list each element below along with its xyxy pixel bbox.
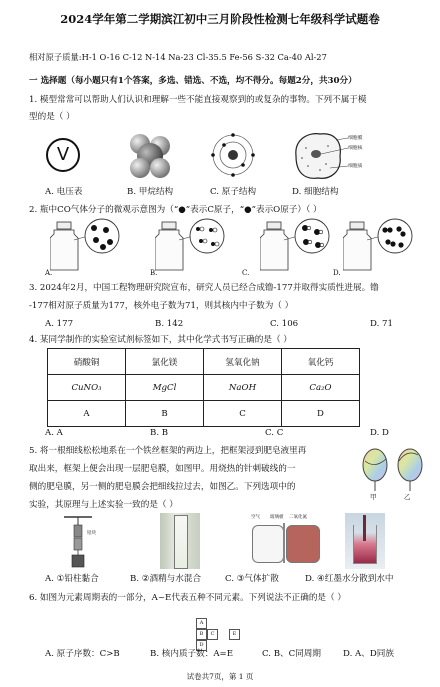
bottle-diagram-a [50,218,125,273]
table-formula-cell: NaOH [204,375,282,401]
table-header-cell: 硝酸铜 [48,349,126,375]
q2-label-b: B. [150,269,158,277]
cell-structure-icon [290,128,350,184]
cell-label-membrane: 细胞膜 [348,136,363,141]
q5-stem-line2: 取出来，框架上便会出现一层肥皂膜，如图甲。用烧热的针刺破线的一 [29,464,296,474]
glass-plate-label: 玻璃板 [270,515,284,520]
alcohol-water-image [160,513,200,569]
soap-film-figure [360,445,428,493]
q6-option-c: C. B、C同周期 [262,649,321,659]
q1-stem-line1: 1. 模型常常可以帮助人们认识和理解一些不能直接观察到的或复杂的事物。下列不属于模 [29,95,367,105]
q3-option-c: C. 106 [270,319,299,329]
table-header-cell: 氢氧化钠 [204,349,282,375]
section-heading: 一 选择题（每小题只有1个答案，多选、错选、不选，均不得分。每题2分，共30分） [29,76,357,86]
q1-option-b: B. 甲烷结构 [127,187,174,197]
bottle-diagram-d [343,218,418,273]
q5-option-a: A. ①铅柱黏合 [45,574,99,584]
element-cell-b: B [196,629,207,640]
nitrogen-dioxide-label: 二氧化氮 [289,515,307,520]
q4-option-b: B. B [150,428,169,438]
element-cell-c: C [207,629,218,640]
q1-option-d: D. 细胞结构 [292,187,339,197]
q2-label-a: A. [45,269,53,277]
lead-cylinder-image [62,515,106,571]
fig-label-jia: 甲 [370,493,377,501]
q4-stem: 4. 某同学制作的实验室试剂标签如下，其中化学式书写正确的是（ ） [29,335,292,345]
atomic-masses: 相对原子质量:H-1 O-16 C-12 N-14 Na-23 Cl-35.5 Fe-56 S-32 Ca-40 Al-27 [29,52,327,62]
table-letter-cell: A [48,401,126,427]
methane-model-icon [124,130,174,180]
q3-option-a: A. 177 [45,319,74,329]
q4-option-d: D. D [370,428,389,438]
voltmeter-symbol: V [56,144,70,165]
q5-stem-line1: 5. 将一根细线松松地系在一个铁丝框架的两边上，把框架浸到肥皂液里再 [29,446,307,456]
air-label: 空气 [251,515,260,520]
q6-stem: 6. 如图为元素周期表的一部分，A~E代表五种不同元素。下列说法不正确的是（ ） [29,593,346,603]
q6-option-d: D. A、D同族 [343,649,394,659]
element-cell-d: D [196,640,207,651]
q3-option-d: D. 71 [370,319,393,329]
q5-option-c: C. ③气体扩散 [225,574,279,584]
q1-stem-line2: 型的是（ ） [29,112,75,122]
q6-option-b: B. 核内质子数：A=E [150,649,234,659]
bottle-diagram-b [155,218,230,273]
q2-label-d: D. [333,269,341,277]
q1-option-a: A. 电压表 [45,187,83,197]
gas-diffusion-image [250,513,320,569]
element-cell-a: A [196,618,207,629]
q4-option-c: C. C [265,428,284,438]
q5-stem-line4: 实验，其原理与上述实验一致的是（ ） [29,500,178,510]
q2-label-c: C. [242,269,250,277]
fig-label-yi: 乙 [404,493,411,501]
table-formula-cell: CuNO₃ [48,375,126,401]
table-letter-cell: C [204,401,282,427]
table-formula-cell: Ca₂O [282,375,360,401]
red-ink-water-image [345,513,385,569]
q3-stem-line1: 3. 2024年2月，中国工程物理研究院宣布，研究人员已经合成镥-177并取得实质性进展。镥 [29,283,379,293]
q3-option-b: B. 142 [155,319,184,329]
cell-label-cytoplasm: 细胞质 [348,164,363,169]
table-letter-cell: D [282,401,360,427]
reagent-label-table [47,348,360,427]
table-letter-cell: B [126,401,204,427]
q4-option-a: A. A [45,428,63,438]
bottle-diagram-c [260,218,335,273]
element-cell-e: E [229,629,240,640]
cell-label-nucleus: 细胞核 [348,146,363,151]
table-formula-cell: MgCl [126,375,204,401]
q1-option-c: C. 原子结构 [210,187,257,197]
page-footer: 试卷共7页，第 1 页 [186,672,254,681]
q5-stem-line3: 侧的肥皂膜，另一侧的肥皂膜会把细线拉过去，如图乙。下列选项中的 [29,482,296,492]
table-header-cell: 氯化镁 [126,349,204,375]
q5-option-b: B. ②酒精与水混合 [130,574,202,584]
q5-option-d: D. ④红墨水分散到水中 [305,574,394,584]
q3-stem-line2: -177相对原子质量为177，核外电子数为71，则其核内中子数为（ ） [29,301,294,311]
page-title: 2024学年第二学期滨江初中三月阶段性检测七年级科学试题卷 [60,12,380,26]
q2-stem: 2. 瓶中CO气体分子的微观示意图为（“●”表示C原子，“●”表示O原子）（ ） [29,205,322,215]
atom-structure-icon [210,132,256,178]
table-header-cell: 氧化钙 [282,349,360,375]
q6-option-a: A. 原子序数：C>B [45,649,120,659]
lead-label: 铅块 [87,531,96,536]
voltmeter-icon [46,138,80,172]
